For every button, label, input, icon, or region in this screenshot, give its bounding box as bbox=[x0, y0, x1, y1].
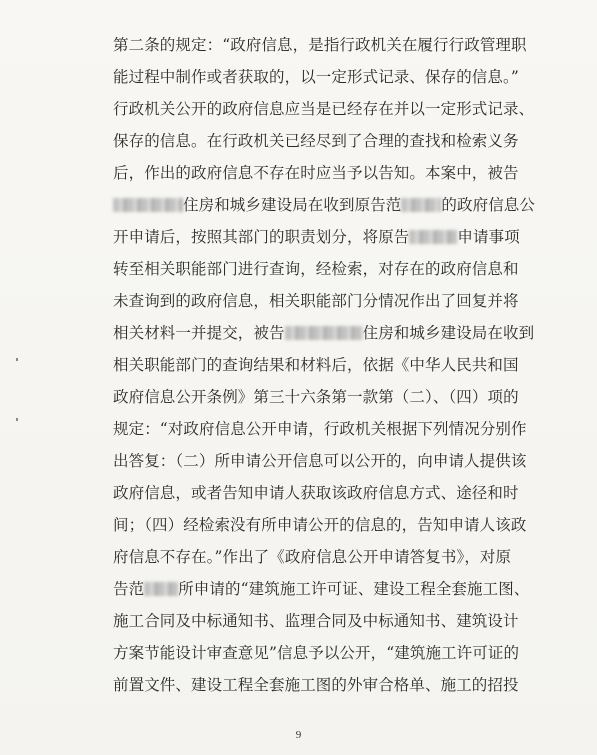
redacted-name bbox=[409, 230, 457, 244]
text-line bbox=[113, 636, 553, 668]
text-segment: 施工合同及中标通知书、监理合同及中标通知书、建筑设计 bbox=[113, 612, 519, 630]
text-segment: 行政机关公开的政府信息应当是已经存在并以一定形式记录、 bbox=[113, 100, 535, 118]
body-text bbox=[113, 28, 553, 700]
redacted-name bbox=[113, 198, 183, 212]
text-line bbox=[113, 540, 553, 572]
text-segment: 转至相关职能部门进行查询，经检索，对存在的政府信息和 bbox=[113, 260, 519, 278]
text-line bbox=[113, 444, 553, 476]
text-segment: 相关职能部门的查询结果和材料后，依据《中华人民共和国 bbox=[113, 356, 519, 374]
text-segment: 申请事项 bbox=[457, 228, 520, 246]
redacted-name bbox=[285, 326, 363, 340]
text-line bbox=[113, 316, 553, 348]
text-segment: 间；（四）经检索没有所申请公开的信息的，告知申请人该政 bbox=[113, 516, 527, 534]
text-segment: 第二条的规定：“政府信息，是指行政机关在履行行政管理职 bbox=[113, 36, 527, 54]
text-segment: 住房和城乡建设局在收到 bbox=[362, 324, 535, 342]
redacted-name bbox=[144, 582, 178, 596]
text-segment: 保存的信息。在行政机关已经尽到了合理的查找和检索义务 bbox=[113, 132, 519, 150]
scan-mark bbox=[16, 358, 18, 361]
text-line bbox=[113, 604, 553, 636]
text-segment: 前置文件、建设工程全套施工图的外审合格单、施工的招投 bbox=[113, 676, 519, 694]
text-segment: 开申请后，按照其部门的职责划分，将原告 bbox=[113, 228, 410, 246]
text-segment: 未查询到的政府信息，相关职能部门分情况作出了回复并将 bbox=[113, 292, 519, 310]
text-segment: 出答复：（二）所申请公开信息可以公开的，向申请人提供该 bbox=[113, 452, 527, 470]
text-line bbox=[113, 188, 553, 220]
text-line bbox=[113, 380, 553, 412]
text-segment: 住房和城乡建设局在收到原告范 bbox=[183, 196, 402, 214]
text-line bbox=[113, 156, 553, 188]
text-segment: 政府信息，或者告知申请人获取该政府信息方式、途径和时 bbox=[113, 484, 519, 502]
text-line bbox=[113, 508, 553, 540]
text-line bbox=[113, 284, 553, 316]
text-line bbox=[113, 124, 553, 156]
text-segment: 府信息不存在。”作出了《政府信息公开申请答复书》，对原 bbox=[113, 548, 512, 566]
text-segment: 相关材料一并提交，被告 bbox=[113, 324, 285, 342]
text-segment: 的政府信息公 bbox=[441, 196, 536, 214]
text-line bbox=[113, 28, 553, 60]
text-segment: 所申请的“建筑施工许可证、建设工程全套施工图、 bbox=[178, 580, 530, 598]
text-segment: 规定：“对政府信息公开申请，行政机关根据下列情况分别作 bbox=[113, 420, 527, 438]
text-line bbox=[113, 252, 553, 284]
text-line bbox=[113, 348, 553, 380]
text-line bbox=[113, 60, 553, 92]
text-segment: 告范 bbox=[113, 580, 145, 598]
scan-mark bbox=[16, 418, 18, 421]
text-segment: 能过程中制作或者获取的，以一定形式记录、保存的信息。” bbox=[113, 68, 519, 86]
text-line bbox=[113, 220, 553, 252]
text-line bbox=[113, 668, 553, 700]
text-segment: 方案节能设计审查意见”信息予以公开，“建筑施工许可证的 bbox=[113, 644, 520, 662]
text-line bbox=[113, 572, 553, 604]
redacted-name bbox=[401, 198, 441, 212]
text-segment: 后，作出的政府信息不存在时应当予以告知。本案中，被告 bbox=[113, 164, 519, 182]
text-segment: 政府信息公开条例》第三十六条第一款第（二）、（四）项的 bbox=[113, 388, 519, 406]
page-number: 9 bbox=[295, 729, 302, 741]
text-line bbox=[113, 92, 553, 124]
text-line bbox=[113, 412, 553, 444]
text-line bbox=[113, 476, 553, 508]
